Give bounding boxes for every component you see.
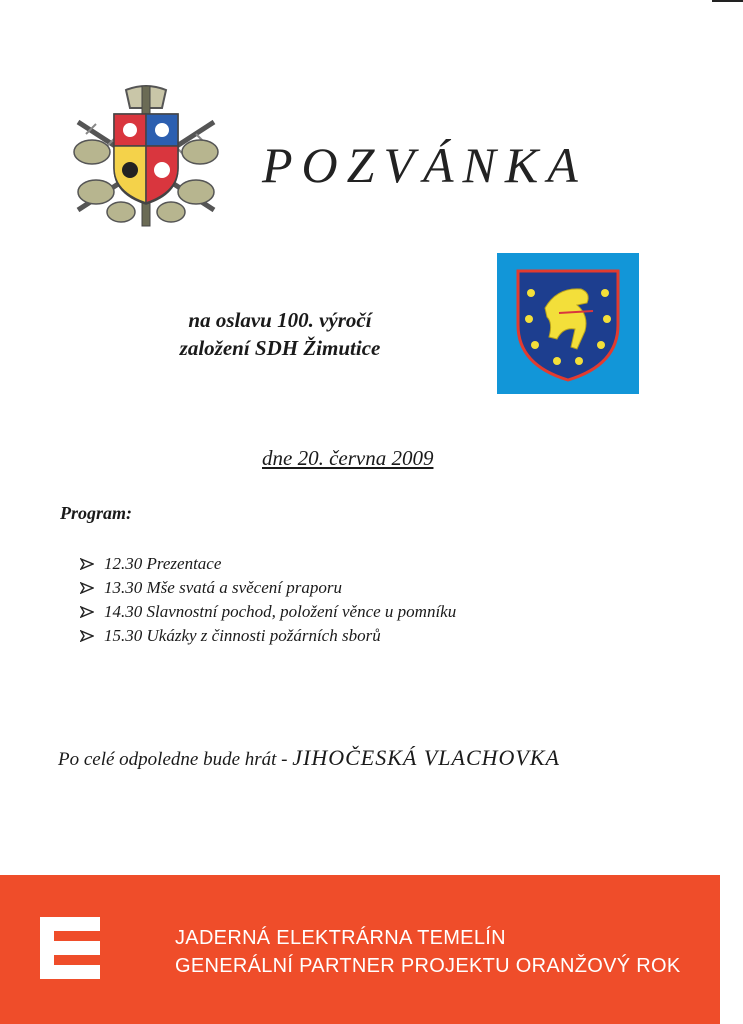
event-date: dne 20. června 2009 — [262, 446, 434, 470]
fire-brigade-emblem-icon — [66, 82, 226, 232]
program-item-text: 15.30 Ukázky z činnosti požárních sborů — [104, 626, 381, 645]
banner-line-1: JADERNÁ ELEKTRÁRNA TEMELÍN — [175, 927, 506, 949]
music-note — [58, 745, 560, 771]
subtitle-line-2: založení SDH Žimutice — [179, 336, 381, 360]
band-name: JIHOČESKÁ VLACHOVKA — [292, 745, 560, 770]
banner-line-2: GENERÁLNÍ PARTNER PROJEKTU ORANŽOVÝ ROK — [175, 955, 681, 977]
music-text: Po celé odpoledne bude hrát - — [58, 749, 293, 770]
bullet-arrow-icon — [80, 582, 98, 594]
subtitle-line-1: na oslavu 100. výročí — [188, 308, 372, 332]
program-item — [80, 600, 456, 624]
page-title: POZVÁNKA — [262, 137, 587, 193]
program-item — [80, 576, 456, 600]
bullet-arrow-icon — [80, 630, 98, 642]
scan-edge-mark — [712, 0, 743, 2]
program-list — [80, 552, 456, 648]
program-item — [80, 624, 456, 648]
sponsor-banner — [0, 875, 720, 1024]
village-coat-of-arms-icon — [497, 253, 639, 394]
program-item — [80, 552, 456, 576]
bullet-arrow-icon — [80, 558, 98, 570]
program-item-text: 13.30 Mše svatá a svěcení praporu — [104, 578, 342, 597]
cez-logo-icon — [40, 917, 100, 979]
bullet-arrow-icon — [80, 606, 98, 618]
program-item-text: 12.30 Prezentace — [104, 554, 222, 573]
program-item-text: 14.30 Slavnostní pochod, položení věnce u pomníku — [104, 602, 457, 621]
event-subtitle — [130, 306, 430, 362]
program-heading: Program: — [60, 503, 132, 523]
